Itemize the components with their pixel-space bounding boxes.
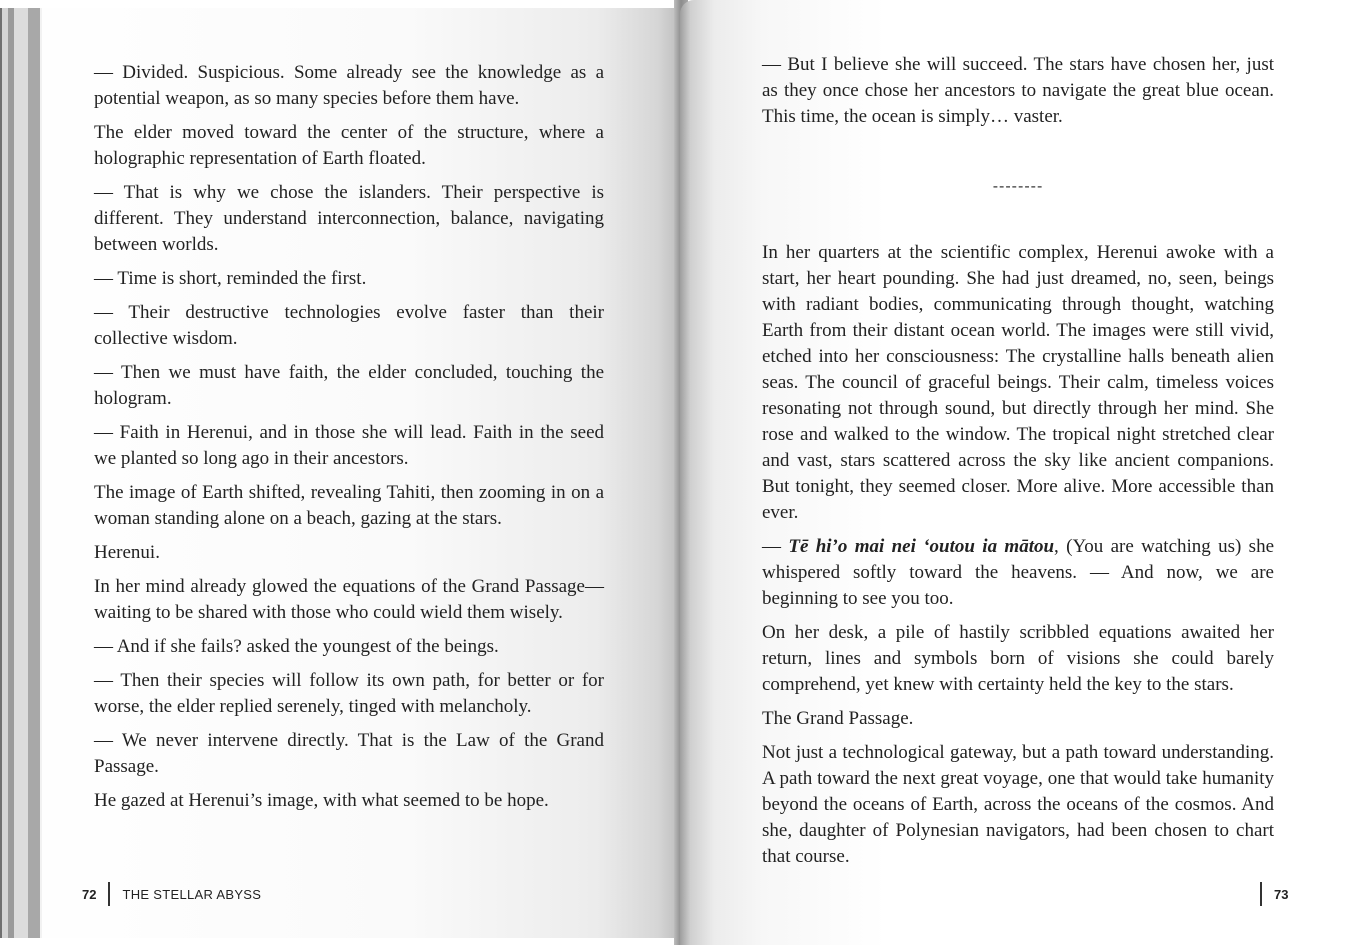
paragraph: — We never intervene directly. That is the Law of the Grand Passage. [94, 730, 604, 777]
scene-separator: -------- [992, 178, 1044, 195]
paragraph: — Faith in Herenui, and in those she will lead. Faith in the seed we planted so long ago in their ancestors. [94, 422, 604, 469]
left-page-text [94, 60, 604, 814]
footer-divider [1260, 882, 1262, 906]
paragraph: — Their destructive technologies evolve faster than their collective wisdom. [94, 302, 604, 349]
whisper-text: , (You are watching us) she whispered softly toward the heavens. — And now, we are beginning to see you too. [762, 536, 1274, 609]
paragraph: In her quarters at the scientific complex, Herenui awoke with a start, her heart pounding. She had just dreamed, no, seen, beings with radiant bodies, communicating through thought, watching Earth from their distant ocean world. The images were still vivid, etched into her consciousness: The crystalline halls beneath alien seas. The council of graceful beings. Their calm, timeless voices resonating not through sound, but directly through her mind. She rose and walked to the window. The tropical night stretched clear and vast, stars scattered across the sky like ancient companions. But tonight, they seemed closer. More alive. More accessible than ever. [762, 242, 1274, 523]
left-page [0, 8, 678, 938]
left-page-footer [82, 880, 261, 908]
paragraph: — Then their species will follow its own path, for better or for worse, the elder replied serenely, tinged with melancholy. [94, 670, 604, 717]
paragraph: — That is why we chose the islanders. Their perspective is different. They understand interconnection, balance, navigating between worlds. [94, 182, 604, 255]
paragraph: In her mind already glowed the equations of the Grand Passage—waiting to be shared with those who could wield them wisely. [94, 576, 604, 623]
paragraph: The Grand Passage. [762, 708, 914, 729]
dash: — [762, 536, 789, 557]
paragraph: — Time is short, reminded the first. [94, 268, 367, 289]
right-page-footer [1248, 880, 1288, 908]
right-page [680, 0, 1366, 945]
paragraph: The elder moved toward the center of the structure, where a holographic representation of Earth floated. [94, 122, 604, 169]
paragraph: Herenui. [94, 542, 160, 563]
running-title: THE STELLAR ABYSS [122, 886, 262, 902]
paragraph: — Then we must have faith, the elder concluded, touching the hologram. [94, 362, 604, 409]
page-number: 72 [82, 886, 97, 902]
paragraph-whisper [762, 534, 1274, 612]
paragraph: — But I believe she will succeed. The stars have chosen her, just as they once chose her ancestors to navigate the great blue ocean. This time, the ocean is simply… vaster. [762, 54, 1274, 127]
right-page-text [762, 52, 1274, 870]
paragraph: — And if she fails? asked the youngest of the beings. [94, 636, 499, 657]
tahitian-phrase: Tē hi’o mai nei ‘outou ia mātou [788, 536, 1055, 557]
paragraph: On her desk, a pile of hastily scribbled equations awaited her return, lines and symbols born of visions she could barely comprehend, yet knew with certainty held the key to the stars. [762, 622, 1274, 695]
page-edge-stripes [0, 8, 42, 938]
paragraph: Not just a technological gateway, but a path toward understanding. A path toward the next great voyage, one that would take humanity beyond the oceans of Earth, across the oceans of the cosmos. And she, daughter of Polynesian navigators, had been chosen to chart that course. [762, 742, 1274, 867]
paragraph: He gazed at Herenui’s image, with what seemed to be hope. [94, 790, 549, 811]
page-number: 73 [1274, 886, 1289, 902]
paragraph: — Divided. Suspicious. Some already see the knowledge as a potential weapon, as so many species before them have. [94, 62, 604, 109]
paragraph: The image of Earth shifted, revealing Tahiti, then zooming in on a woman standing alone on a beach, gazing at the stars. [94, 482, 604, 529]
footer-divider [108, 882, 110, 906]
